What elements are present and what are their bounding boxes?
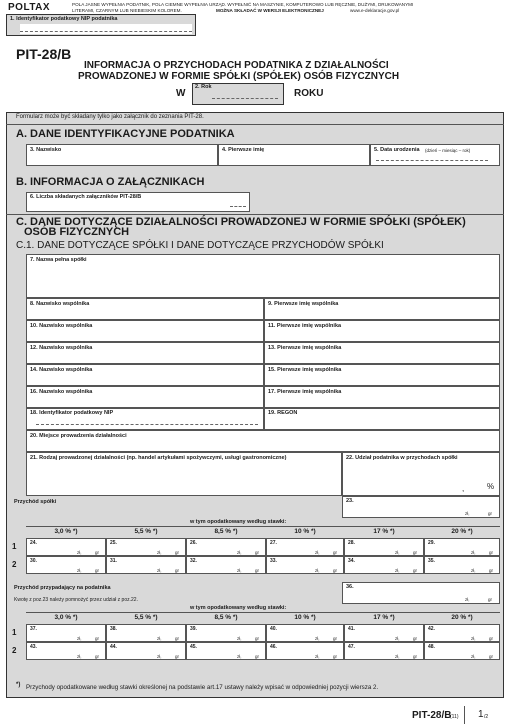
gr-label: gr xyxy=(413,568,418,573)
footer-form-code: PIT-28/B xyxy=(412,710,452,721)
birth-date-label: 5. Data urodzenia xyxy=(374,147,420,153)
taxpayer-revenue-label: Przychód przypadający na podatnika xyxy=(14,585,111,591)
gr-label: gr xyxy=(333,550,338,555)
instructions-line2b: MOŻNA SKŁADAĆ W WERSJI ELEKTRONICZNEJ xyxy=(216,8,324,13)
zl-label: zł, xyxy=(237,568,242,573)
share-percent: % xyxy=(487,482,495,491)
table2-header: w tym opodatkowany według stawki: xyxy=(190,605,287,611)
birth-date-dashes xyxy=(376,158,488,161)
nip-input[interactable] xyxy=(20,24,192,34)
year-field-label: 2. Rok xyxy=(195,84,212,90)
business-place-label: 20. Miejsce prowadzenia działalności xyxy=(30,433,127,439)
gr-label: gr xyxy=(413,550,418,555)
attachment-note: Formularz może być składany tylko jako załącznik do zeznania PIT-28. xyxy=(16,114,204,120)
table1-row-label-1: 1 xyxy=(12,542,17,551)
table1-cell-1-5[interactable] xyxy=(344,538,424,556)
table2-rate-header-1: 3,0 % *) xyxy=(54,614,78,621)
partner-1-surname-label: 8. Nazwisko wspólnika xyxy=(30,301,90,307)
partner-4-name-label: 15. Pierwsze imię wspólnika xyxy=(268,367,342,373)
zl-label: zł, xyxy=(315,636,320,641)
table2-cell-2-5[interactable] xyxy=(344,642,424,660)
table2-cell-1-1[interactable] xyxy=(26,624,106,642)
section-c-title-line1: C. DANE DOTYCZĄCE DZIAŁALNOŚCI PROWADZONEJ W FORMIE SPÓŁKI (SPÓŁEK) xyxy=(16,216,466,228)
table2-cell-2-6[interactable] xyxy=(424,642,500,660)
gr-label: gr xyxy=(489,636,494,641)
zl-label: zł, xyxy=(395,568,400,573)
gr-label: gr xyxy=(255,636,260,641)
zl-label: zł, xyxy=(465,511,470,516)
table1-cell-num: 29. xyxy=(428,540,435,546)
table1-cell-num: 31. xyxy=(110,558,117,564)
divider xyxy=(26,612,500,613)
company-revenue-label: Przychód spółki xyxy=(14,499,57,505)
table1-rate-header-3: 8,5 % *) xyxy=(214,528,238,535)
instructions-line2a: LITERAMI, CZARNYM LUB NIEBIESKIM KOLOREM. xyxy=(72,8,182,13)
table2-cell-num: 41. xyxy=(348,626,355,632)
divider xyxy=(464,706,465,724)
table1-rate-header-6: 20 % *) xyxy=(451,528,473,535)
table1-cell-1-3[interactable] xyxy=(186,538,266,556)
section-c-title-line2: OSÓB FIZYCZNYCH xyxy=(24,226,130,238)
zl-label: zł, xyxy=(315,550,320,555)
gr-label: gr xyxy=(95,568,100,573)
table2-cell-1-5[interactable] xyxy=(344,624,424,642)
table1-cell-1-2[interactable] xyxy=(106,538,186,556)
gr-label: gr xyxy=(175,568,180,573)
footnote-mark: *) xyxy=(16,682,21,688)
table1-cell-2-5[interactable] xyxy=(344,556,424,574)
zl-label: zł, xyxy=(471,550,476,555)
partner-2-name-label: 11. Pierwsze imię wspólnika xyxy=(268,323,342,329)
gr-label: gr xyxy=(175,550,180,555)
table1-cell-num: 33. xyxy=(270,558,277,564)
table2-cell-num: 42. xyxy=(428,626,435,632)
zl-label: zł, xyxy=(157,636,162,641)
partner-5-name-label: 17. Pierwsze imię wspólnika xyxy=(268,389,342,395)
company-nip-dashes xyxy=(36,422,258,425)
table2-rate-header-4: 10 % *) xyxy=(294,614,316,621)
zl-label: zł, xyxy=(237,636,242,641)
table2-cell-2-2[interactable] xyxy=(106,642,186,660)
partner-3-name-label: 13. Pierwsze imię wspólnika xyxy=(268,345,342,351)
table2-rate-header-3: 8,5 % *) xyxy=(214,614,238,621)
attachments-count-label: 6. Liczba składanych załączników PIT-28/B xyxy=(30,194,142,200)
table1-cell-num: 30. xyxy=(30,558,37,564)
surname-label: 3. Nazwisko xyxy=(30,147,62,153)
footer-pages: /2 xyxy=(484,714,489,720)
zl-label: zł, xyxy=(77,550,82,555)
year-input[interactable] xyxy=(212,93,278,101)
table1-cell-num: 35. xyxy=(428,558,435,564)
gr-label: gr xyxy=(255,654,260,659)
partner-1-name-label: 9. Pierwsze imię wspólnika xyxy=(268,301,339,307)
gr-label: gr xyxy=(489,568,494,573)
table2-cell-num: 46. xyxy=(270,644,277,650)
title-w: W xyxy=(176,88,186,99)
table2-cell-num: 39. xyxy=(190,626,197,632)
gr-label: gr xyxy=(255,550,260,555)
table2-cell-num: 37. xyxy=(30,626,37,632)
table2-cell-1-6[interactable] xyxy=(424,624,500,642)
zl-label: zł, xyxy=(395,636,400,641)
company-revenue-num: 23. xyxy=(346,498,354,504)
form-title-line2: PROWADZONEJ W FORMIE SPÓŁKI (SPÓŁEK) OSÓB FIZYCZNYCH xyxy=(78,71,400,82)
table1-cell-2-3[interactable] xyxy=(186,556,266,574)
zl-label: zł, xyxy=(77,654,82,659)
regon-field[interactable] xyxy=(264,408,500,430)
gr-label: gr xyxy=(333,636,338,641)
table1-cell-1-4[interactable] xyxy=(266,538,344,556)
table1-rate-header-2: 5,5 % *) xyxy=(134,528,158,535)
table2-rate-header-2: 5,5 % *) xyxy=(134,614,158,621)
gr-label: gr xyxy=(175,636,180,641)
company-name-field[interactable] xyxy=(26,254,500,298)
table2-rate-header-6: 20 % *) xyxy=(451,614,473,621)
activity-type-label: 21. Rodzaj prowadzonej działalności (np. handel artykułami spożywczymi, usługi gastronomiczne) xyxy=(30,455,287,461)
share-label: 22. Udział podatnika w przychodach spółki xyxy=(346,455,458,461)
table2-cell-num: 44. xyxy=(110,644,117,650)
gr-label: gr xyxy=(95,654,100,659)
table1-cell-num: 25. xyxy=(110,540,117,546)
instructions-line2c: www.e-deklaracje.gov.pl xyxy=(350,8,400,13)
title-roku: ROKU xyxy=(294,88,324,99)
regon-label: 19. REGON xyxy=(268,410,298,416)
table1-cell-num: 34. xyxy=(348,558,355,564)
zl-label: zł, xyxy=(465,597,470,602)
zl-label: zł, xyxy=(395,654,400,659)
table1-rate-header-4: 10 % *) xyxy=(294,528,316,535)
divider xyxy=(26,526,500,527)
birth-date-hint: (dzień – miesiąc – rok) xyxy=(425,148,471,153)
partner-2-surname-label: 10. Nazwisko wspólnika xyxy=(30,323,93,329)
zl-label: zł, xyxy=(157,568,162,573)
table1-cell-1-1[interactable] xyxy=(26,538,106,556)
divider xyxy=(6,214,504,215)
table2-cell-2-3[interactable] xyxy=(186,642,266,660)
gr-label: gr xyxy=(489,550,494,555)
company-nip-label: 18. Identyfikator podatkowy NIP xyxy=(30,410,114,416)
form-title-line1: INFORMACJA O PRZYCHODACH PODATNIKA Z DZIAŁALNOŚCI xyxy=(84,60,389,71)
table2-cell-1-4[interactable] xyxy=(266,624,344,642)
instructions-line1: POLA JASNE WYPEŁNIA PODATNIK, POLA CIEMNE WYPEŁNIA URZĄD. WYPEŁNIĆ NA MASZYNIE, KOMPUTEROWO LUB RĘCZNIE, DUŻYMI, DRUKOWANYMI xyxy=(72,2,414,7)
share-comma: , xyxy=(462,484,465,493)
table1-rate-header-5: 17 % *) xyxy=(373,528,395,535)
footer-page: 1 xyxy=(478,709,484,720)
form-code: PIT-28/B xyxy=(16,46,72,62)
table1-cell-2-2[interactable] xyxy=(106,556,186,574)
table2-cell-num: 48. xyxy=(428,644,435,650)
first-name-label: 4. Pierwsze imię xyxy=(222,147,265,153)
gr-label: gr xyxy=(95,636,100,641)
table1-cell-num: 28. xyxy=(348,540,355,546)
table2-cell-1-3[interactable] xyxy=(186,624,266,642)
table1-cell-num: 32. xyxy=(190,558,197,564)
table1-cell-2-1[interactable] xyxy=(26,556,106,574)
gr-label: gr xyxy=(488,597,493,602)
gr-label: gr xyxy=(175,654,180,659)
section-a-title: A. DANE IDENTYFIKACYJNE PODATNIKA xyxy=(16,128,235,140)
table2-row-label-1: 1 xyxy=(12,628,17,637)
table1-cell-num: 26. xyxy=(190,540,197,546)
gr-label: gr xyxy=(488,511,493,516)
zl-label: zł, xyxy=(471,654,476,659)
section-c1-title: C.1. DANE DOTYCZĄCE SPÓŁKI I DANE DOTYCZĄCE PRZYCHODÓW SPÓŁKI xyxy=(16,240,384,251)
zl-label: zł, xyxy=(315,654,320,659)
zl-label: zł, xyxy=(315,568,320,573)
table1-cell-1-6[interactable] xyxy=(424,538,500,556)
company-name-label: 7. Nazwa pełna spółki xyxy=(30,257,87,263)
zl-label: zł, xyxy=(237,550,242,555)
table1-cell-2-4[interactable] xyxy=(266,556,344,574)
table2-rate-header-5: 17 % *) xyxy=(373,614,395,621)
table2-cell-2-4[interactable] xyxy=(266,642,344,660)
gr-label: gr xyxy=(413,636,418,641)
gr-label: gr xyxy=(95,550,100,555)
gr-label: gr xyxy=(255,568,260,573)
gr-label: gr xyxy=(489,654,494,659)
table1-header: w tym opodatkowany według stawki: xyxy=(190,519,287,525)
table2-cell-num: 38. xyxy=(110,626,117,632)
footer-version: (11) xyxy=(450,714,459,720)
table1-cell-num: 24. xyxy=(30,540,37,546)
table2-cell-num: 40. xyxy=(270,626,277,632)
table2-cell-num: 47. xyxy=(348,644,355,650)
zl-label: zł, xyxy=(157,654,162,659)
table1-cell-2-6[interactable] xyxy=(424,556,500,574)
gr-label: gr xyxy=(413,654,418,659)
brand: POLTAX xyxy=(8,2,51,13)
nip-field-label: 1. Identyfikator podatkowy NIP podatnika xyxy=(10,16,118,22)
table2-row-label-2: 2 xyxy=(12,646,17,655)
footnote-text: Przychody opodatkowane według stawki określonej na podstawie art.17 ustawy należy wpisać w odpowiedniej pozycji wiersza 2. xyxy=(26,684,379,691)
taxpayer-revenue-note: Kwotę z poz.23 należy pomnożyć przez udział z poz.22. xyxy=(14,597,138,603)
table1-cell-num: 27. xyxy=(270,540,277,546)
zl-label: zł, xyxy=(77,568,82,573)
partner-5-surname-label: 16. Nazwisko wspólnika xyxy=(30,389,93,395)
partner-4-surname-label: 14. Nazwisko wspólnika xyxy=(30,367,93,373)
section-b-title: B. INFORMACJA O ZAŁĄCZNIKACH xyxy=(16,176,205,188)
company-revenue-field[interactable] xyxy=(342,496,500,518)
attachments-dashes xyxy=(230,204,246,207)
partner-3-surname-label: 12. Nazwisko wspólnika xyxy=(30,345,93,351)
table2-cell-num: 45. xyxy=(190,644,197,650)
zl-label: zł, xyxy=(395,550,400,555)
taxpayer-revenue-num: 36. xyxy=(346,584,354,590)
table1-row-label-2: 2 xyxy=(12,560,17,569)
table1-rate-header-1: 3,0 % *) xyxy=(54,528,78,535)
zl-label: zł, xyxy=(157,550,162,555)
gr-label: gr xyxy=(333,654,338,659)
taxpayer-revenue-field[interactable] xyxy=(342,582,500,604)
table2-cell-num: 43. xyxy=(30,644,37,650)
zl-label: zł, xyxy=(471,568,476,573)
table2-cell-1-2[interactable] xyxy=(106,624,186,642)
zl-label: zł, xyxy=(237,654,242,659)
zl-label: zł, xyxy=(77,636,82,641)
zl-label: zł, xyxy=(471,636,476,641)
table2-cell-2-1[interactable] xyxy=(26,642,106,660)
divider xyxy=(6,124,504,125)
gr-label: gr xyxy=(333,568,338,573)
